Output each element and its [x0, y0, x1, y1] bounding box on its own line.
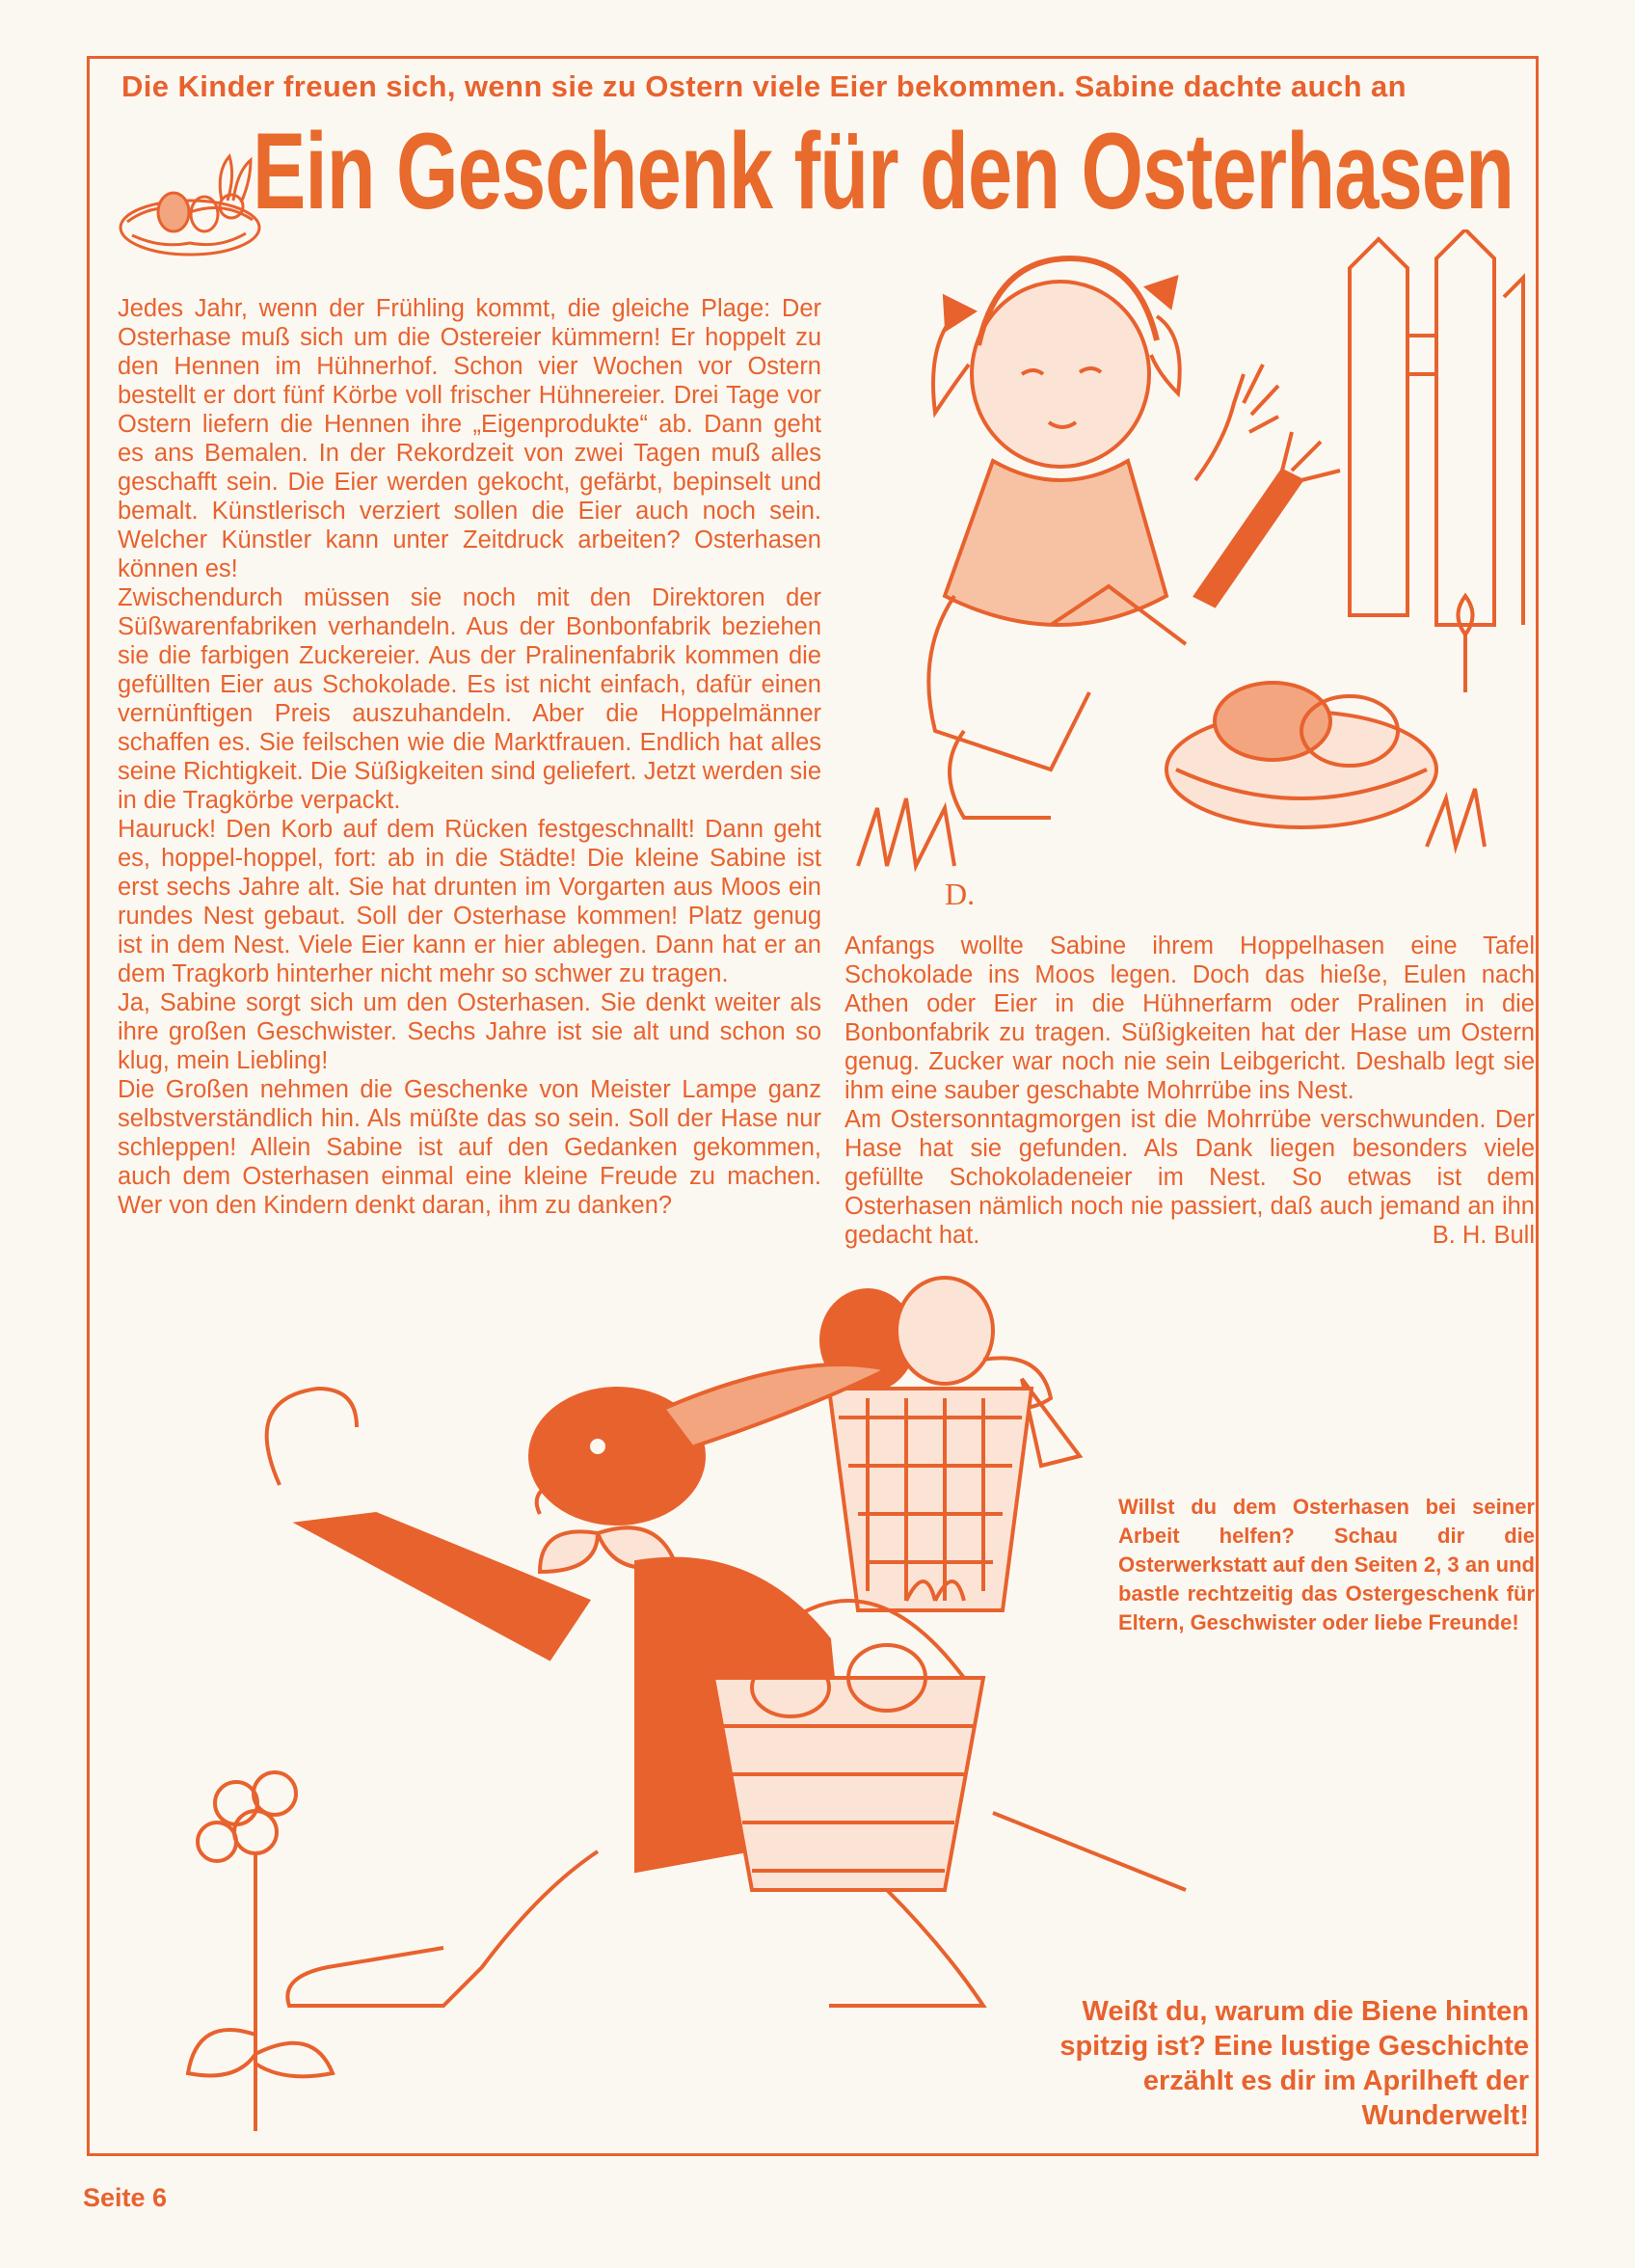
- author-signature: B. H. Bull: [1432, 1222, 1535, 1249]
- promo-box-aprilheft: Weißt du, warum die Biene hinten spitzig ist? Eine lustige Geschichte erzählt es dir im Aprilheft der Wunderwelt!: [1059, 1996, 1529, 2131]
- story-paragraph: Jedes Jahr, wenn der Frühling kommt, die gleiche Plage: Der Osterhase muß sich um die Ostereier kümmern! Er hoppelt zu den Hennen im Hühnerhof. Schon vier Wochen vor Ostern bestellt er dort fünf Körbe voll frischer Hühnereier. Drei Tage vor Ostern liefern die Hennen ihre „Eigenprodukte“ ab. Dann geht es ans Bemalen. In der Rekordzeit von zwei Tagen muß alles geschafft sein. Die Eier werden gekocht, gefärbt, bepinselt und bemalt. Künstlerisch verziert sollen die Eier auch noch sein. Welcher Künstler kann unter Zeitdruck arbeiten? Osterhasen können es!: [118, 295, 821, 582]
- story-paragraph: Die Großen nehmen die Geschenke von Meister Lampe ganz selbstverständlich hin. Als müßte das so sein. Soll der Hase nur schleppen! Allein Sabine ist auf den Gedanken gekommen, auch dem Osterhasen einmal eine kleine Freude zu machen. Wer von den Kindern denkt daran, ihm zu danken?: [118, 1076, 821, 1219]
- kicker-line: Die Kinder freuen sich, wenn sie zu Ostern viele Eier bekommen. Sabine dachte auch an: [121, 69, 1407, 103]
- story-column-right: [844, 932, 1535, 1250]
- story-paragraph: Zwischendurch müssen sie noch mit den Direktoren der Süßwarenfabriken verhandeln. Aus der Bonbonfabrik beziehen sie die farbigen Zuckereier. Aus der Pralinenfabrik kommen die gefüllten Eier aus Schokolade. Es ist nicht einfach, dafür einen vernünftigen Preis auszuhandeln. Aber die Hoppelmänner schaffen es. Sie feilschen wie die Marktfrauen. Endlich hat alles seine Richtigkeit. Die Süßigkeiten sind geliefert. Jetzt werden sie in die Tragkörbe verpackt.: [118, 584, 821, 814]
- story-paragraph: [844, 1105, 1535, 1250]
- nest-with-bunny-icon: [108, 114, 272, 278]
- story-column-left: [118, 294, 821, 1220]
- story-paragraph: Ja, Sabine sorgt sich um den Osterhasen. Sie denkt weiter als ihre großen Geschwister. Sechs Jahre ist sie alt und schon so klug, mein Liebling!: [118, 989, 821, 1074]
- girl-with-carrot-illustration: [848, 230, 1533, 904]
- story-paragraph: Anfangs wollte Sabine ihrem Hoppelhasen eine Tafel Schokolade ins Moos legen. Doch das hieße, Eulen nach Athen oder Eier in die Hühnerfarm oder Pralinen in die Bonbonfabrik zu tragen. Süßigkeiten hat der Hase um Ostern genug. Zucker war noch nie sein Leibgericht. Deshalb legt sie ihm eine sauber geschabte Mohrrübe ins Nest.: [844, 932, 1535, 1104]
- artist-signature: D.: [945, 877, 976, 904]
- story-text: Am Ostersonntagmorgen ist die Mohrrübe verschwunden. Der Hase hat sie gefunden. Als Dank liegen besonders viele gefüllte Schokoladeneier im Nest. So etwas ist dem Osterhasen nämlich noch nie passiert, daß auch jemand an ihn gedacht hat.: [844, 1106, 1535, 1249]
- headline: Ein Geschenk für den Osterhasen: [253, 111, 1514, 231]
- flower-illustration: [169, 1745, 352, 2150]
- promo-box-osterwerkstatt: Willst du dem Osterhasen bei seiner Arbeit helfen? Schau dir die Osterwerkstatt auf den Seiten 2, 3 an und bastle rechtzeitig das Ostergeschenk für Eltern, Geschwister oder liebe Freunde!: [1118, 1495, 1535, 1634]
- story-paragraph: Hauruck! Den Korb auf dem Rücken festgeschnallt! Dann geht es, hoppel-hoppel, fort: ab in die Städte! Die kleine Sabine ist erst sechs Jahre alt. Sie hat drunten im Vorgarten aus Moos ein rundes Nest gebaut. Soll der Osterhase kommen! Platz genug ist in dem Nest. Viele Eier kann er hier ablegen. Dann hat er an dem Tragkorb hinterher nicht mehr so schwer zu tragen.: [118, 816, 821, 987]
- page-number: Seite 6: [83, 2183, 168, 2212]
